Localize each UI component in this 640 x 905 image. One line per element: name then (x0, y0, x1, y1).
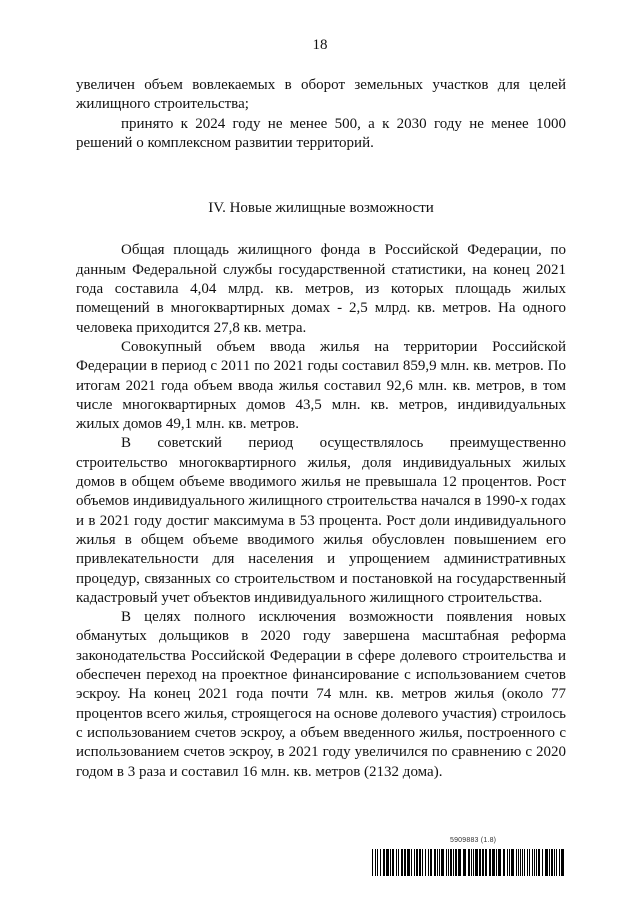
section-title: IV. Новые жилищные возможности (208, 200, 434, 217)
paragraph: увеличен объем вовлекаемых в оборот земельных участков для целей жилищного строительства; (76, 77, 566, 113)
paragraph: В целях полного исключения возможности появления новых обманутых дольщиков в 2020 году завершена масштабная реформа законодательства Российской Федерации в сфере долевого строительства и обеспечен переход на проектное финансирование с использованием счетов эскроу. На конец 2021 года почти 74 млн. кв. метров жилья (около 77 процентов всего жилья, строящегося на основе долевого участия) строилось с использованием счетов эскроу, а объем введенного жилья, построенного с использованием счетов эскроу, в 2021 году увеличился по сравнению с 2020 годом в 3 раза и составил 16 млн. кв. метров (2132 дома). (76, 609, 566, 780)
page-number: 18 (312, 37, 328, 53)
document-code: 5909883 (1.8) (450, 837, 497, 844)
paragraph: Совокупный объем ввода жилья на территории Российской Федерации в период с 2011 по 2021 годы составил 859,9 млн. кв. метров. По итогам 2021 года объем ввода жилья составил 92,6 млн. кв. метров, в том числе многоквартирных домов 43,5 млн. кв. метров, индивидуальных жилых домов 49,1 млн. кв. метров. (76, 338, 566, 433)
barcode-icon (372, 849, 568, 876)
document-body (76, 76, 566, 782)
paragraph: принято к 2024 году не менее 500, а к 2030 году не менее 1000 решений о комплексном развитии территорий. (76, 115, 566, 151)
paragraph: В советский период осуществлялось преимущественно строительство многоквартирного жилья, доля индивидуальных жилых домов в общем объеме вводимого жилья не превышала 12 процентов. Рост объемов индивидуального жилищного строительства начался в 1990-х годах и в 2021 году достиг максимума в 53 процента. Рост доли индивидуального жилья в общем объеме вводимого жилья обусловлен повышением его привлекательности для населения и упрощением административных процедур, связанных со строительством и постановкой на государственный кадастровый учет объектов индивидуального жилищного строительства. (76, 435, 566, 606)
paragraph: Общая площадь жилищного фонда в Российской Федерации, по данным Федеральной службы государственной статистики, на конец 2021 года составила 4,04 млрд. кв. метров, из которых площадь жилых помещений в многоквартирных домах - 2,5 млрд. кв. метров. На одного человека приходится 27,8 кв. метра. (76, 242, 566, 336)
